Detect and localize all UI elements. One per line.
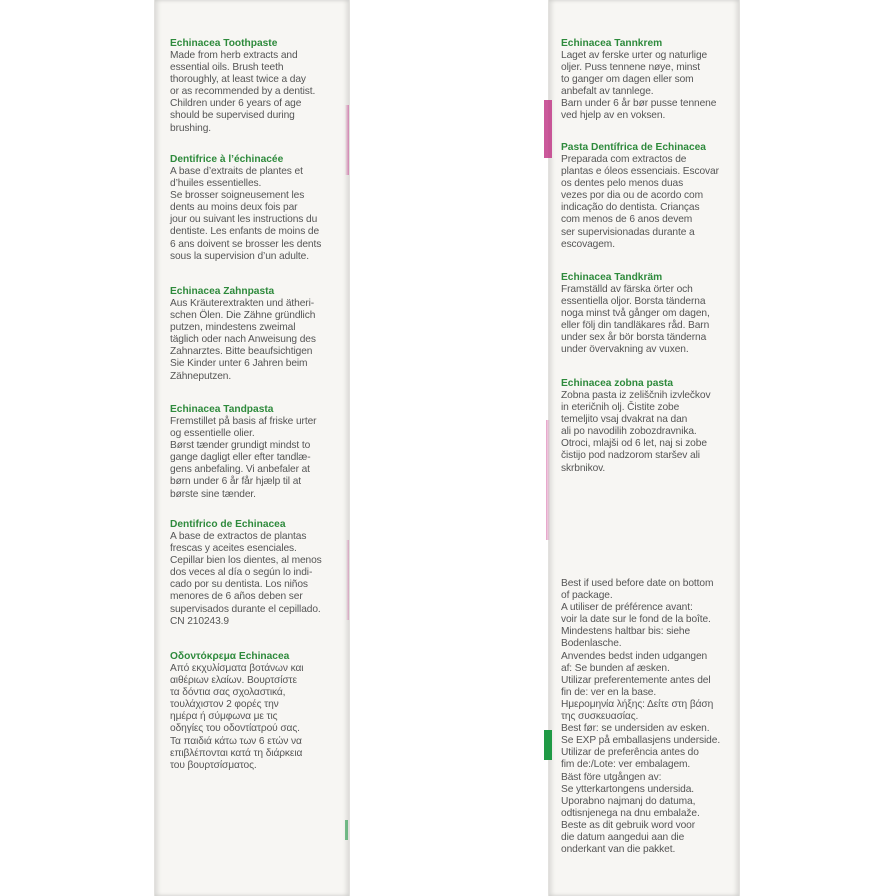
section-text-line: com menos de 6 anos devem [561, 214, 693, 226]
section-portuguese [561, 142, 719, 251]
best-before-line: Utilizar preferentemente antes del [561, 674, 711, 686]
best-before-notice [561, 578, 720, 856]
best-before-line: της συσκευασίας. [561, 711, 639, 723]
section-heading: Echinacea Tandpasta [170, 404, 274, 415]
best-before-line: Ημερομηνία λήξης: Δείτε στη βάση [561, 698, 714, 710]
section-text-line: og essentielle olier. [170, 428, 255, 440]
section-text-line: vezes por dia ou de acordo com [561, 190, 703, 202]
section-text-line: noga minst två gånger om dagen, [561, 308, 710, 320]
best-before-line: Bodenlasche. [561, 638, 622, 650]
section-text-line: os dentes pelo menos duas [561, 178, 684, 190]
section-text-line: under sex år bör borsta tänderna [561, 332, 707, 344]
section-text-line: cado por su dentista. Los niños [170, 579, 308, 591]
best-before-line: Best før: se undersiden av esken. [561, 723, 710, 735]
section-heading: Dentifrico de Echinacea [170, 519, 286, 530]
section-text-line: täglich oder nach Anweisung des [170, 334, 316, 346]
section-heading: Οδοντόκρεμα Echinacea [170, 651, 290, 662]
section-text-line: Zobna pasta iz zeliščnih izvlečkov [561, 390, 711, 401]
section-text-line: ved hjelp av en voksen. [561, 110, 666, 122]
section-text-line: αιθέριων ελαίων. Βουρτσίστε [170, 675, 297, 687]
section-french [170, 154, 321, 263]
section-text-line: plantas e óleos essenciais. Escovar [561, 166, 719, 178]
pink-stripe-accent [544, 100, 552, 158]
best-before-line: Bäst före utgången av: [561, 771, 662, 783]
best-before-line: Utilizar de preferência antes do [561, 747, 699, 759]
section-text-line: Από εκχυλίσματα βοτάνων και [170, 663, 304, 674]
section-text-line: under övervakning av vuxen. [561, 344, 689, 356]
pink-stripe-accent [345, 105, 349, 175]
best-before-line: Se EXP på emballasjens underside. [561, 735, 721, 747]
pink-stripe-accent [346, 540, 349, 620]
section-heading: Echinacea Tannkrem [561, 38, 663, 49]
section-text-line: eller följ din tandläkares råd. Barn [561, 320, 710, 332]
best-before-line: Uporabno najmanj do datuma, [561, 795, 696, 807]
section-text-line: Zahnarztes. Bitte beaufsichtigen [170, 346, 313, 358]
section-text-line: Aus Kräuterextrakten und ätheri- [170, 298, 315, 309]
section-text-line: or as recommended by a dentist. [170, 86, 316, 98]
best-before-line: Beste as dit gebruik word voor [561, 819, 696, 831]
section-text-line: sous la supervision d’un adulte. [170, 250, 309, 262]
section-text-line: brushing. [170, 122, 212, 134]
section-text-line: επιβλέπονται κατά τη διάρκεια [170, 747, 303, 759]
section-text-line: escovagem. [561, 238, 615, 250]
section-text-line: A base de extractos de plantas [170, 531, 307, 542]
section-text-line: Framställd av färska örter och [561, 284, 693, 295]
section-text-line: børste sine tænder. [170, 488, 256, 500]
section-text-line: Fremstillet på basis af friske urter [170, 416, 317, 427]
section-text-line: Cepillar bien los dientes, al menos [170, 555, 322, 567]
section-text-line: indicação do dentista. Crianças [561, 202, 700, 214]
section-heading: Echinacea zobna pasta [561, 378, 674, 389]
best-before-line: A utiliser de préférence avant: [561, 602, 693, 614]
section-danish [170, 404, 316, 501]
best-before-line: Se ytterkartongens undersida. [561, 783, 695, 795]
section-text-line: Preparada com extractos de [561, 154, 687, 165]
section-text-line: essential oils. Brush teeth [170, 62, 284, 74]
section-greek [170, 651, 303, 772]
section-text-line: A base d’extraits de plantes et [170, 166, 303, 177]
section-text-line: gens anbefaling. Vi anbefaler at [170, 464, 310, 476]
section-heading: Echinacea Zahnpasta [170, 286, 275, 297]
section-text-line: dents au moins deux fois par [170, 202, 298, 214]
section-text-line: dos veces al día o según lo indi- [170, 567, 313, 579]
product-code: CN 210243.9 [170, 615, 229, 627]
section-text-line: menores de 6 años deben ser [170, 591, 303, 603]
section-text-line: to ganger om dagen eller som [561, 74, 694, 86]
section-text-line: Otroci, mlajši od 6 let, naj si zobe [561, 438, 707, 450]
section-text-line: Zähneputzen. [170, 370, 232, 382]
section-text-line: børn under 6 år får hjælp til at [170, 476, 301, 488]
section-text-line: putzen, mindestens zweimal [170, 322, 296, 334]
section-text-line: temeljito vsaj dvakrat na dan [561, 414, 688, 426]
best-before-line: fim de:/Lote: ver embalagem. [561, 759, 691, 771]
section-text-line: οδηγίες του οδοντίατρού σας. [170, 723, 300, 735]
section-text-line: 6 ans doivent se brosser les dents [170, 238, 322, 250]
section-slovenian [561, 378, 710, 475]
section-text-line: čistijo pod nadzorom staršev ali [561, 450, 700, 462]
best-before-line: fin de: ver en la base. [561, 686, 657, 698]
best-before-line: voir la date sur le fond de la boîte. [561, 614, 711, 626]
green-stripe-accent [345, 820, 348, 840]
section-text-line: jour ou suivant les instructions du [170, 214, 318, 226]
section-text-line: d’huiles essentielles. [170, 178, 262, 190]
section-text-line: essentiella oljor. Borsta tänderna [561, 296, 706, 308]
section-text-line: τα δόντια σας σχολαστικά, [170, 687, 286, 699]
section-text-line: Children under 6 years of age [170, 98, 302, 110]
section-text-line: gange dagligt eller efter tandlæ- [170, 452, 311, 464]
section-heading: Pasta Dentífrica de Echinacea [561, 142, 706, 153]
section-text-line: oljer. Puss tennene nøye, minst [561, 62, 701, 74]
section-heading: Echinacea Toothpaste [170, 38, 278, 49]
section-text-line: τουλάχιστον 2 φορές την [170, 699, 279, 711]
section-text-line: should be supervised during [170, 110, 295, 122]
best-before-line: Anvendes bedst inden udgangen [561, 650, 708, 662]
best-before-line: die datum aangedui aan die [561, 831, 685, 843]
section-german [170, 286, 316, 383]
section-text-line: Laget av ferske urter og naturlige [561, 50, 708, 61]
best-before-line: af: Se bunden af æsken. [561, 662, 670, 674]
section-text-line: in eteričnih olj. Čistite zobe [561, 402, 680, 414]
section-text-line: dentiste. Les enfants de moins de [170, 226, 320, 238]
best-before-line: Best if used before date on bottom [561, 578, 714, 589]
section-text-line: anbefalt av tannlege. [561, 86, 654, 98]
pink-stripe-accent [546, 420, 550, 540]
section-text-line: frescas y aceites esenciales. [170, 543, 297, 555]
section-heading: Dentifrice à l’échinacée [170, 154, 284, 165]
section-text-line: Τα παιδιά κάτω των 6 ετών να [170, 735, 302, 747]
section-text-line: thoroughly, at least twice a day [170, 74, 306, 86]
section-text-line: ser supervisionadas durante a [561, 226, 695, 238]
green-stripe-accent [544, 730, 552, 760]
section-heading: Echinacea Tandkräm [561, 272, 663, 283]
best-before-line: odtisnjenega na dnu embalaže. [561, 807, 700, 819]
section-text-line: Made from herb extracts and [170, 50, 298, 61]
section-text-line: supervisados durante el cepillado. [170, 603, 321, 615]
section-text-line: schen Ölen. Die Zähne gründlich [170, 310, 316, 322]
section-text-line: Sie Kinder unter 6 Jahren beim [170, 358, 308, 370]
best-before-line: of package. [561, 590, 613, 602]
section-norwegian [561, 38, 716, 123]
section-text-line: skrbnikov. [561, 462, 606, 474]
section-text-line: Børst tænder grundigt mindst to [170, 440, 311, 452]
section-english [170, 38, 315, 135]
section-text-line: ali po navodilih zobozdravnika. [561, 426, 697, 438]
section-text-line: Se brosser soigneusement les [170, 190, 305, 202]
section-text-line: Barn under 6 år bør pusse tennene [561, 98, 717, 110]
section-swedish [561, 272, 710, 357]
section-text-line: ημέρα ή σύμφωνα με τις [170, 711, 278, 723]
section-text-line: του βουρτσίσματος. [170, 759, 257, 771]
best-before-line: onderkant van die pakket. [561, 844, 676, 856]
section-spanish [170, 519, 322, 628]
best-before-line: Mindestens haltbar bis: siehe [561, 626, 691, 638]
